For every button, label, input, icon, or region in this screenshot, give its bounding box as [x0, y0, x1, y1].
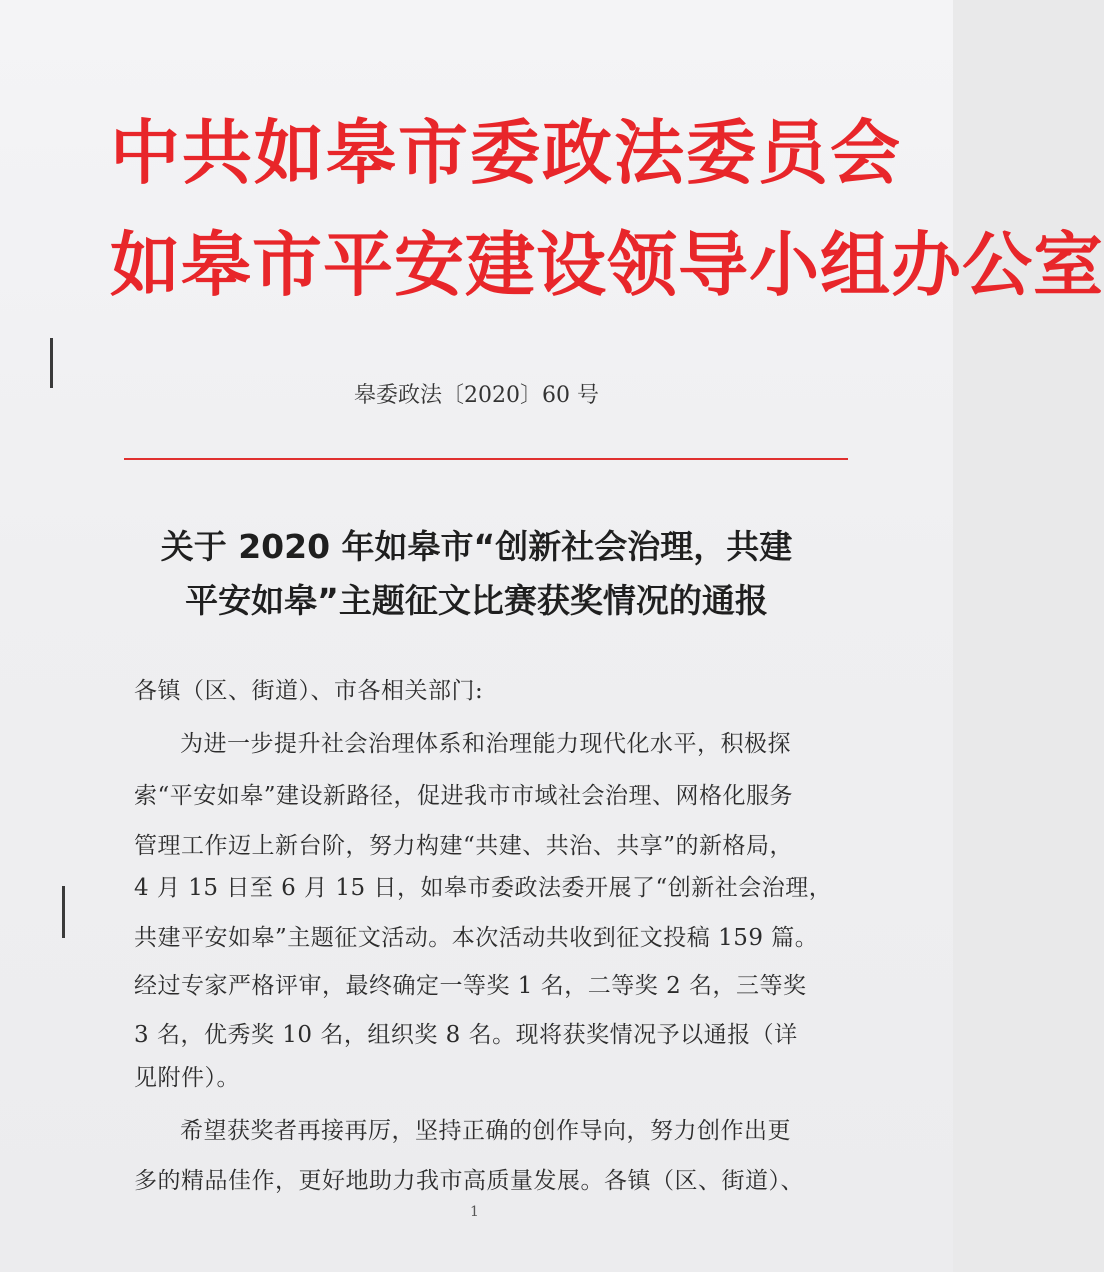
letterhead-line-1: 中共如皋市委政法委员会	[110, 111, 902, 194]
body-line: 4 月 15 日至 6 月 15 日，如皋市委政法委开展了“创新社会治理，	[134, 875, 833, 901]
document-title-line-1: 关于 2020 年如皋市“创新社会治理，共建	[160, 527, 793, 566]
salutation: 各镇（区、街道）、市各相关部门:	[134, 678, 484, 704]
body-line: 3 名，优秀奖 10 名，组织奖 8 名。现将获奖情况予以通报（详	[134, 1022, 798, 1048]
letterhead-line-2: 如皋市平安建设领导小组办公室	[110, 223, 1104, 306]
body-line: 经过专家严格评审，最终确定一等奖 1 名，二等奖 2 名，三等奖	[134, 973, 807, 999]
page-number: 1	[470, 1204, 479, 1220]
document-number: 皋委政法〔2020〕60 号	[354, 383, 599, 408]
body-line: 索“平安如皋”建设新路径，促进我市市域社会治理、网格化服务	[134, 783, 794, 809]
body-line: 见附件）。	[134, 1065, 240, 1091]
body-line: 共建平安如皋”主题征文活动。本次活动共收到征文投稿 159 篇。	[134, 925, 819, 951]
document-title-line-2: 平安如皋”主题征文比赛获奖情况的通报	[185, 581, 768, 620]
body-line: 希望获奖者再接再厉，坚持正确的创作导向，努力创作出更	[180, 1118, 791, 1144]
body-line: 为进一步提升社会治理体系和治理能力现代化水平，积极探	[180, 731, 791, 757]
body-line: 多的精品佳作，更好地助力我市高质量发展。各镇（区、街道）、	[134, 1168, 804, 1194]
body-line: 管理工作迈上新台阶，努力构建“共建、共治、共享”的新格局，	[134, 833, 794, 859]
binding-mark-bottom	[62, 886, 65, 938]
red-divider-rule	[124, 458, 848, 460]
